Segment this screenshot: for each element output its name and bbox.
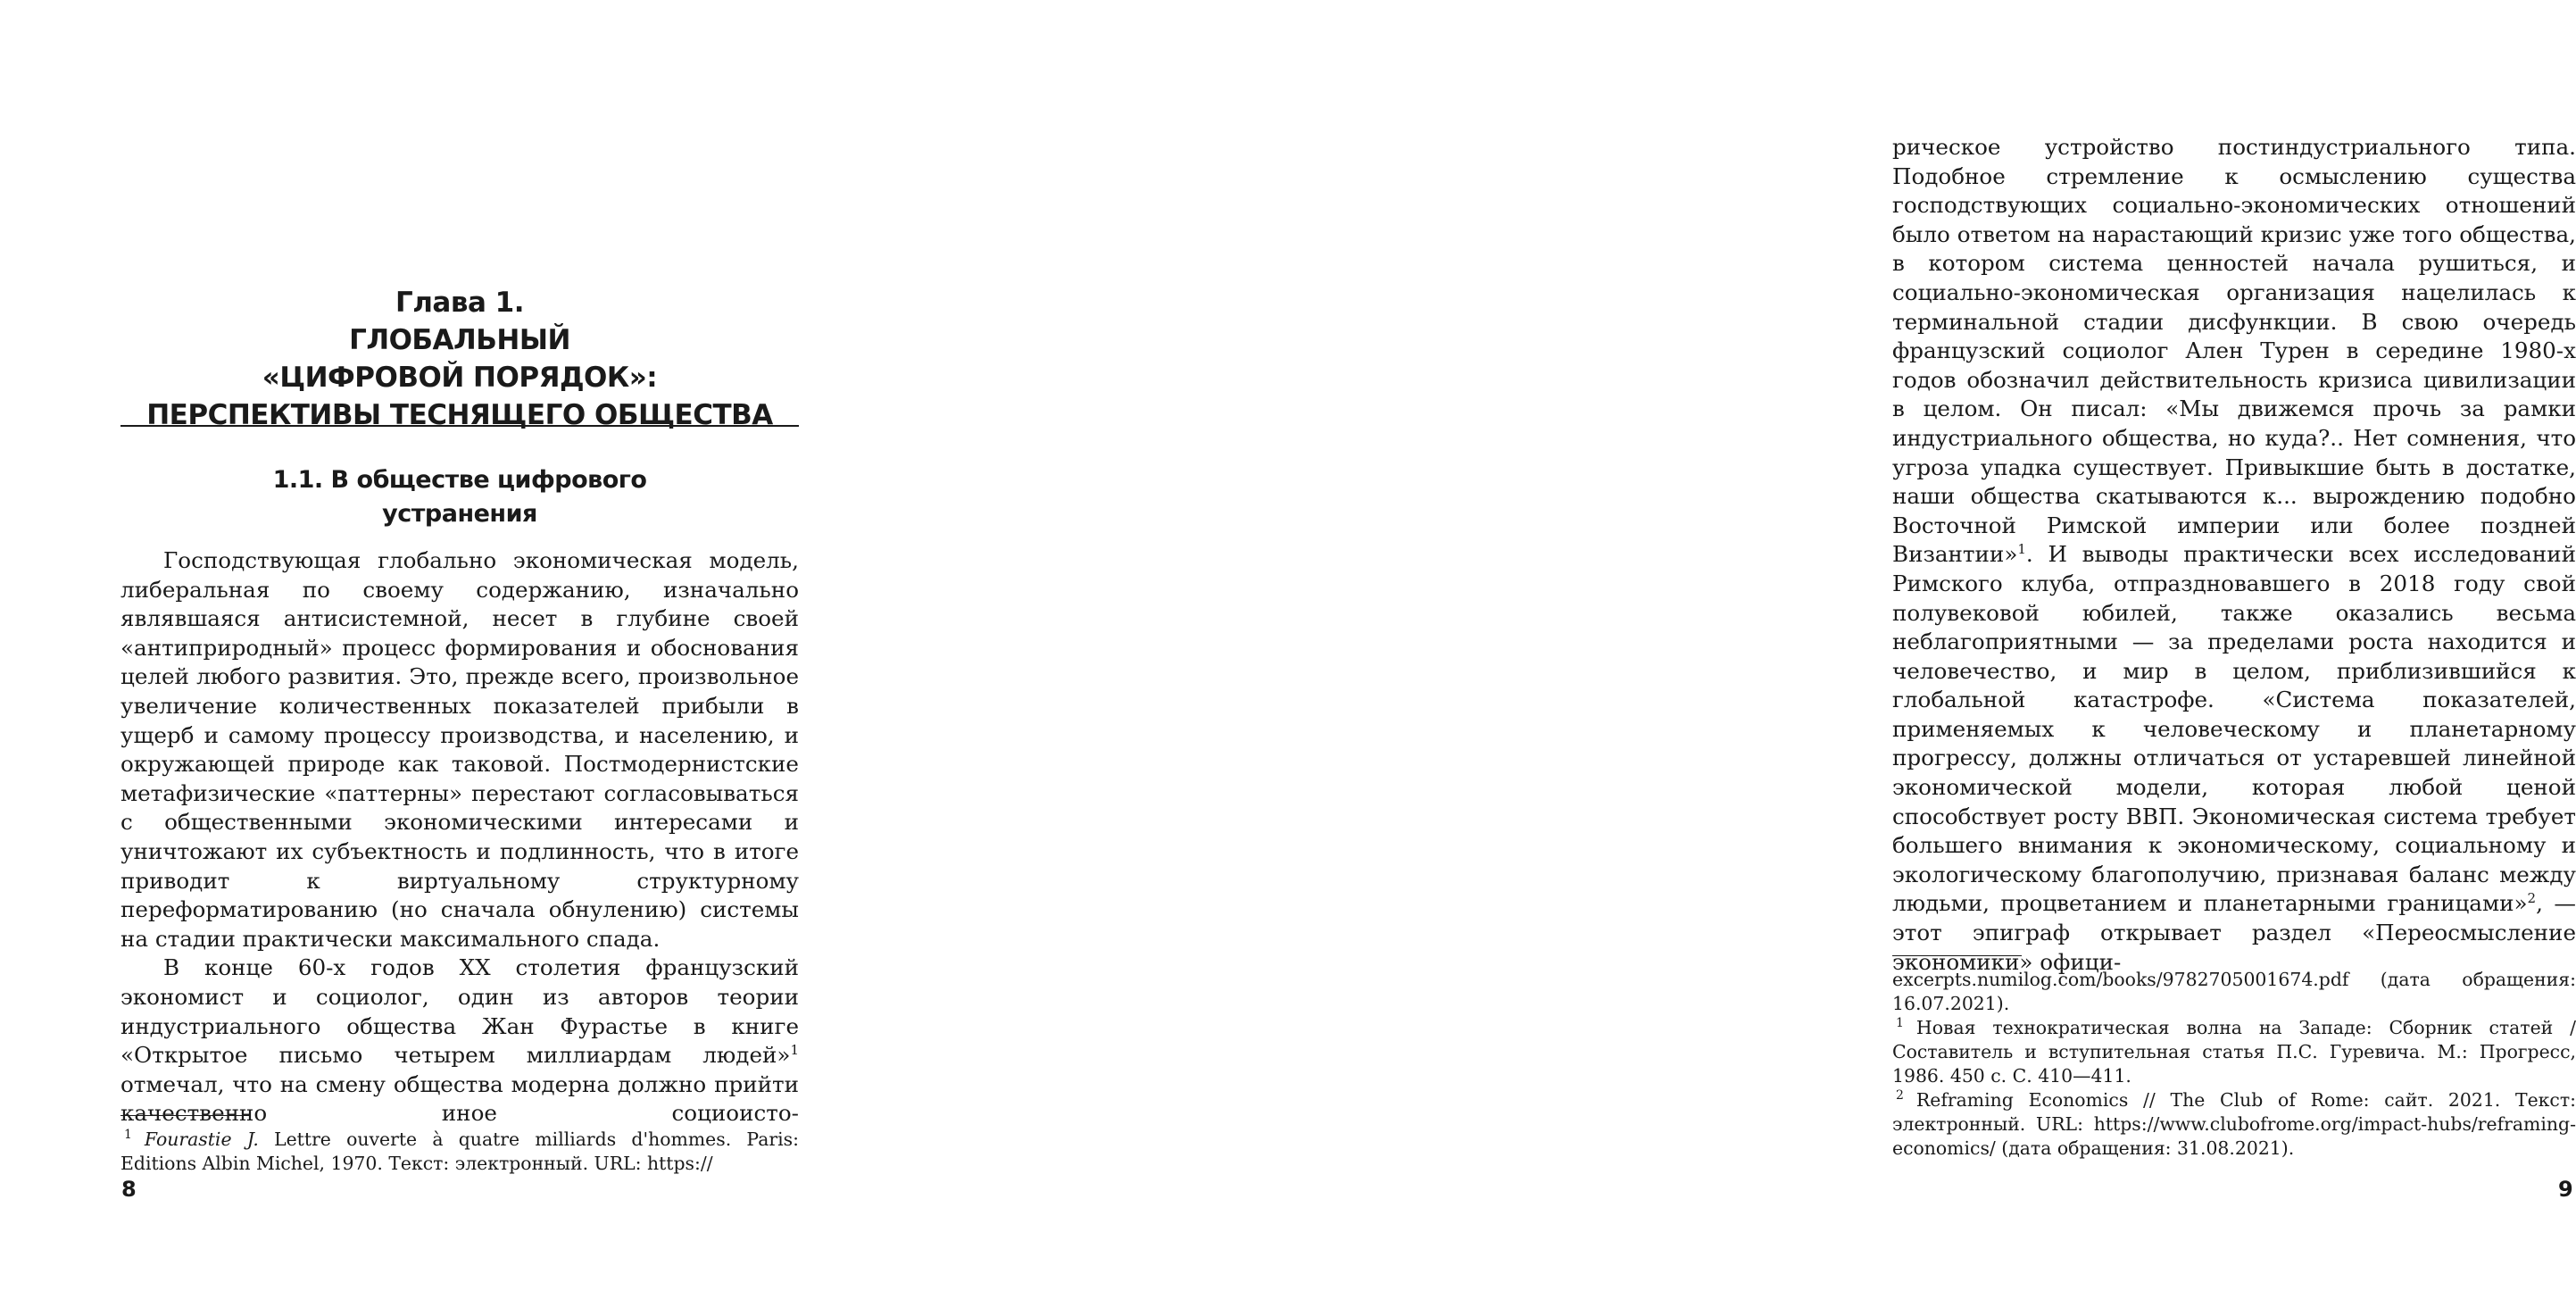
paragraph (120, 954, 799, 1129)
right-body-text (1892, 133, 2576, 977)
left-body-text (120, 546, 799, 1129)
footnote-marker: 1 (1896, 1016, 1904, 1031)
footnote-text: Lettre ouverte à quatre milliards d'hommes. Paris: Editions Albin Michel, 1970. Текст: электронный. URL: https:// (120, 1129, 799, 1174)
paragraph-text: отмечал, что на смену общества модерна должно прийти качественно иное социоисто- (120, 1070, 799, 1127)
paragraph-text: рическое устройство постиндустриального типа. Подобное стремление к осмыслению существа господствующих социально-экономических отношений было ответом на нарастающий кризис уже того общества, в котором система ценностей начала рушиться, и социально-экономическая организация нацелилась к терминальной стадии дисфункции. В свою очередь французский социолог Ален Турен в середине 1980-х годов обозначил действительность кризиса цивилизации в целом. Он писал: «Мы движемся прочь за рамки индустриального общества, но куда?.. Нет сомнения, что угроза упадка существует. Привыкшие быть в достатке, наши общества скатываются к... вырождению подобно Восточной Римской империи или более поздней Византии» (1892, 134, 2576, 568)
footnote-text: Новая технократическая волна на Западе: Сборник статей / Составитель и вступительная статья П.С. Гуревича. М.: Прогресс, 1986. 450 с. С. 410—411. (1892, 1017, 2576, 1087)
footnote (120, 1128, 799, 1176)
footnote-reference: 1 (2017, 541, 2026, 558)
chapter-title (120, 284, 799, 434)
chapter-title-line-2: ГЛОБАЛЬНЫЙ (349, 324, 570, 356)
paragraph (1892, 133, 2576, 977)
section-title-line-2: устранения (382, 500, 537, 528)
footnote-author: Fourastie J. (144, 1129, 259, 1150)
paragraph-text: . И выводы практически всех исследований Римского клуба, отпраздновавшего в 2018 году свой полувековой юбилей, также оказались весьма неблагоприятными — за пределами роста находится и человечество, и мир в целом, приблизившийся к глобальной катастрофе. «Система показателей, применяемых к человеческому и планетарному прогрессу, должны отличаться от устаревшей линейной экономической модели, которая любой ценой способствует росту ВВП. Экономическая система требует большего внимания к экономическому, социальному и экологическому благополучию, признавая баланс между людьми, процветанием и планетарными границами» (1892, 541, 2576, 917)
footnote-marker: 1 (124, 1128, 132, 1143)
footnote-marker: 2 (1896, 1088, 1904, 1104)
page-number: 9 (2558, 1177, 2573, 1202)
chapter-title-line-1: Глава 1. (395, 287, 525, 319)
footnotes (120, 1128, 799, 1176)
paragraph: Господствующая глобально экономическая модель, либеральная по своему содержанию, изначально являвшаяся антисистемной, несет в глубине своей «антиприродный» процесс формирования и обоснования целей любого развития. Это, прежде всего, произвольное увеличение количественных показателей прибыли в ущерб и самому процессу производства, и населению, и окружающей природе как таковой. Постмодернистские метафизические «паттерны» перестают согласовываться с общественными экономическими интересами и уничтожают их субъектность и подлинность, что в итоге приводит к виртуальному структурному переформатированию (но сначала обнулению) системы на стадии практически максимального спада. (120, 547, 799, 952)
footnote (1892, 1088, 2576, 1161)
footnote-reference: 1 (790, 1041, 799, 1058)
right-page (893, 0, 2576, 1291)
paragraph-text: В конце 60-х годов XX столетия французский экономист и социолог, один из авторов теории индустриального общества Жан Фурастье в книге «Открытое письмо четырем миллиардам людей» (120, 954, 799, 1069)
page-number: 8 (121, 1177, 137, 1202)
paragraph-text: , — этот эпиграф открывает раздел «Переосмысление экономики» офици- (1892, 890, 2576, 975)
left-page (0, 0, 893, 1291)
footnote-divider (120, 1115, 250, 1116)
section-title (120, 463, 799, 531)
footnote-text: Reframing Economics // The Club of Rome: сайт. 2021. Текст: электронный. URL: https://www.clubofrome.org/impact-hubs/reframing-economics/ (дата обращения: 31.08.2021). (1892, 1089, 2576, 1159)
chapter-title-line-3: «ЦИФРОВОЙ ПОРЯДОК»: (262, 362, 658, 394)
chapter-title-line-4: ПЕРСПЕКТИВЫ ТЕСНЯЩЕГО ОБЩЕСТВА (146, 399, 773, 431)
section-title-line-1: 1.1. В обществе цифрового (272, 466, 647, 494)
footnote-continuation: excerpts.numilog.com/books/9782705001674.pdf (дата обращения: 16.07.2021). (1892, 969, 2576, 1014)
chapter-divider (120, 425, 799, 427)
footnote (1892, 1016, 2576, 1088)
footnotes (1892, 968, 2576, 1161)
footnote-reference: 2 (2527, 890, 2537, 907)
footnote-divider (1892, 955, 2022, 956)
